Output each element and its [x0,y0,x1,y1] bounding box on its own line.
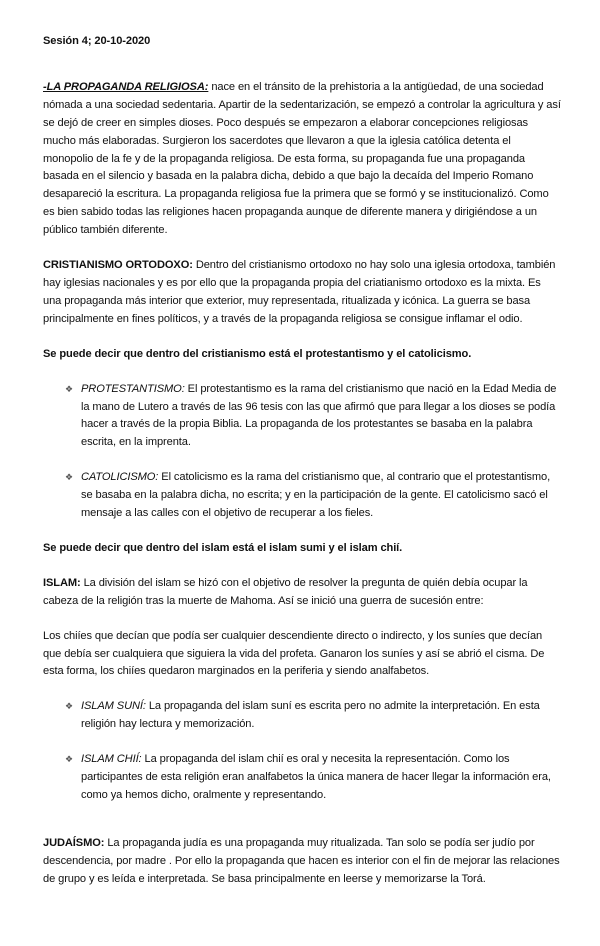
list-item-islam-chii [65,751,561,805]
ortodoxo-label: CRISTIANISMO ORTODOXO: [43,259,193,272]
bullet-text: La propaganda del islam suní es escrita pero no admite la interpretación. En esta religión hay lectura y memorización. [81,700,540,731]
heading-islam: Se puede decir que dentro del islam está el islam sumi y el islam chií. [43,541,403,554]
diamond-bullet-icon: ❖ [65,383,73,394]
diamond-bullet-icon: ❖ [65,472,73,483]
ortodoxo-text: Dentro del cristianismo ortodoxo no hay solo una iglesia ortodoxa, también hay iglesias nacionales y es por ello que la propaganda propia del criatianismo ortodoxo es la mixta. Es una propaganda más interior que exterior, muy representada, ritualizada y icónica. La guerra se basa principalmente en fines políticos, y a través de la propaganda religiosa se consigue inflamar el odio. [43,259,556,325]
diamond-bullet-icon: ❖ [65,701,73,712]
judaismo-text: La propaganda judía es una propaganda muy ritualizada. Tan solo se podía ser judío por descendencia, por madre . Por ello la propaganda que hacen es interior con el fin de mejorar las relaciones de grupo y es leída e interpretada. Se basa principalmente en leerse y memorizarse la Torá. [43,836,560,885]
bullet-label: ISLAM CHIÍ: [81,753,142,766]
page-title: Sesión 4; 20-10-2020 [43,35,151,47]
list-item-catolicismo [65,469,561,523]
bullet-label: ISLAM SUNÍ: [81,700,146,713]
list-item-protestantismo [65,381,561,453]
intro-paragraph [43,79,561,240]
heading-cristianismo: Se puede decir que dentro del cristianismo está el protestantismo y el catolicismo. [43,347,472,360]
diamond-bullet-icon: ❖ [65,754,73,765]
chiies-paragraph: Los chiíes que decían que podía ser cualquier descendiente directo o indirecto, y los suníes que decían que debía ser cualquiera que siguiera la vida del profeta. Ganaron los suníes y así se abrió el cisma. De esta forma, los chiíes quedaron marginados en la periferia y siendo analfabetos. [43,629,545,678]
judaismo-label: JUDAÍSMO: [43,836,105,849]
islam-text: La división del islam se hizó con el objetivo de resolver la pregunta de quién debía ocupar la cabeza de la religión tras la muerte de Mahoma. Así se inició una guerra de sucesión entre: [43,576,528,607]
intro-text: nace en el tránsito de la prehistoria a la antigüedad, de una sociedad nómada a una sociedad sedentaria. Apartir de la sedentarización, se empezó a controlar la agricultura y así se dejó de creer en simples dioses. Poco después se empezaron a elaborar concepciones religiosas mucho más elaboradas. Surgieron los sacerdotes que llevaron a que la iglesia católica detenta el monopolio de la fe y de la propaganda religiosa. De esta forma, su propaganda fue una propaganda basada en el silencio y basada en la palabra dicha, debido a que bajo la decaída del Imperio Romano desapareció la escritura. La propaganda religiosa fue la primera que se formó y se institucionalizó. Como es bien sabido todas las religiones hacen propaganda aunque de diferente manera y dirigiéndose a un público también diferente. [43,80,561,237]
bullet-text: El catolicismo es la rama del cristianismo que, al contrario que el protestantismo, se basaba en la palabra dicha, no escrita; y en la participación de la gente. El catolicismo sacó el mensaje a las calles con el objetivo de recuperar a los fieles. [81,471,551,520]
bullet-text: El protestantismo es la rama del cristianismo que nació en la Edad Media de la mano de Lutero a través de las 96 tesis con las que afirmó que para llegar a los dioses se podía hacer a través de la propia Biblia. La propaganda de los protestantes se basaba en la palabra escrita, en la imprenta. [81,382,557,449]
islam-paragraph [43,575,561,611]
intro-label: -LA PROPAGANDA RELIGIOSA: [43,80,209,93]
bullet-label: CATOLICISMO: [81,471,159,484]
list-item-islam-suni [65,698,561,734]
islam-label: ISLAM: [43,576,81,589]
bullet-label: PROTESTANTISMO: [81,382,185,395]
judaismo-paragraph [43,835,561,889]
ortodoxo-paragraph [43,257,561,329]
bullet-text: La propaganda del islam chií es oral y necesita la representación. Como los participantes de esta religión eran analfabetos la única manera de hacer llegar la información era, como ya hemos dicho, oralmente y representando. [81,753,551,801]
